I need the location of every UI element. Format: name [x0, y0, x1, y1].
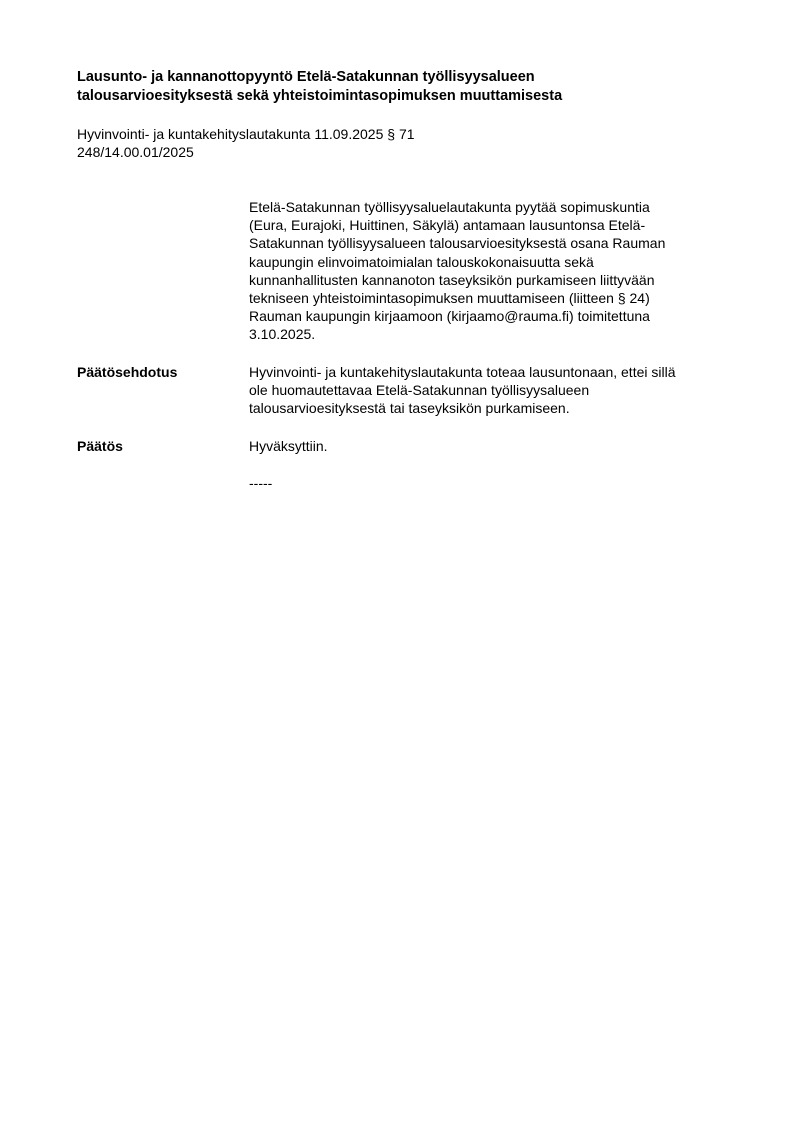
intro-line: 3.10.2025.: [249, 326, 316, 343]
proposal-line: ole huomautettavaa Etelä-Satakunnan työllisyysalueen: [249, 382, 590, 399]
intro-line: (Eura, Eurajoki, Huittinen, Säkylä) antamaan lausuntonsa Etelä-: [249, 217, 646, 234]
record-number: 248/14.00.01/2025: [77, 144, 194, 160]
intro-line: Satakunnan työllisyysalueen talousarvioesityksestä osana Rauman: [249, 235, 666, 252]
intro-line: kaupungin elinvoimatoimialan talouskokonaisuutta sekä: [249, 253, 594, 270]
intro-line: kunnanhallitusten kannanoton taseyksikön purkamiseen liittyvään: [249, 271, 655, 288]
proposal-line: Hyvinvointi- ja kuntakehityslautakunta toteaa lausuntonaan, ettei sillä: [249, 364, 676, 380]
meeting-line: Hyvinvointi- ja kuntakehityslautakunta 11.09.2025 § 71: [77, 126, 415, 142]
title-line: Lausunto- ja kannanottopyyntö Etelä-Satakunnan työllisyysalueen: [77, 69, 535, 85]
proposal-paragraph: [249, 363, 749, 418]
proposal-line: talousarvioesityksestä tai taseyksikön purkamiseen.: [249, 400, 570, 417]
intro-paragraph: [249, 198, 749, 344]
meeting-info: [77, 125, 415, 161]
intro-line: tekniseen yhteistoimintasopimuksen muuttamiseen (liitteen § 24): [249, 290, 650, 307]
document-title: [77, 68, 737, 106]
intro-line: Rauman kaupungin kirjaamoon (kirjaamo@rauma.fi) toimitettuna: [249, 308, 650, 325]
end-marker: -----: [249, 475, 273, 491]
intro-line: Etelä-Satakunnan työllisyysaluelautakunta pyytää sopimuskuntia: [249, 199, 650, 215]
title-line: talousarvioesityksestä sekä yhteistoimintasopimuksen muuttamisesta: [77, 88, 563, 104]
proposal-label: Päätösehdotus: [77, 364, 178, 380]
decision-label: Päätös: [77, 438, 123, 454]
decision-text: Hyväksyttiin.: [249, 438, 328, 454]
